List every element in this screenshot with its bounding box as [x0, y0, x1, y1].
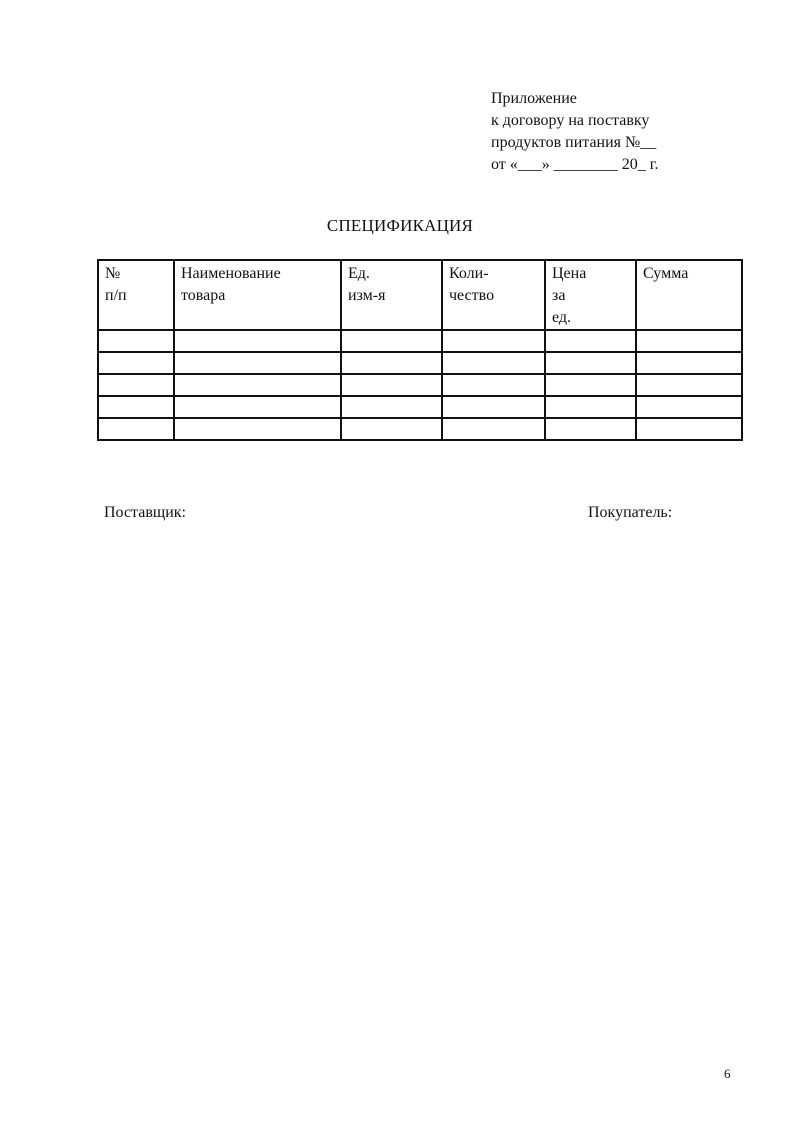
appendix-header: [491, 88, 659, 176]
table-row: [98, 418, 742, 440]
table-cell[interactable]: [442, 352, 545, 374]
header-quantity-line: чество: [449, 287, 495, 304]
table-cell[interactable]: [341, 330, 442, 352]
table-row: [98, 374, 742, 396]
header-quantity: [442, 260, 545, 330]
table-cell[interactable]: [636, 330, 742, 352]
buyer-signature-label: Покупатель:: [588, 504, 673, 521]
header-unit-price-line: за: [552, 287, 566, 304]
header-total-line: Сумма: [643, 265, 689, 282]
table-cell[interactable]: [174, 374, 341, 396]
table-header-row: [98, 260, 742, 330]
specification-table: [97, 259, 743, 441]
table-cell[interactable]: [545, 352, 636, 374]
table-cell[interactable]: [442, 374, 545, 396]
document-title: СПЕЦИФИКАЦИЯ: [326, 216, 474, 235]
table-cell[interactable]: [545, 330, 636, 352]
appendix-line: от «___» ________ 20_ г.: [491, 156, 659, 173]
appendix-line: продуктов питания №__: [491, 134, 657, 151]
table-cell[interactable]: [442, 330, 545, 352]
table-row: [98, 352, 742, 374]
table-cell[interactable]: [545, 374, 636, 396]
table-cell[interactable]: [174, 396, 341, 418]
header-unit-price-line: ед.: [552, 309, 572, 326]
table-cell[interactable]: [98, 352, 174, 374]
header-number: [98, 260, 174, 330]
page-number: 6: [724, 1066, 731, 1081]
table-cell[interactable]: [545, 418, 636, 440]
table-cell[interactable]: [341, 418, 442, 440]
table-cell[interactable]: [442, 418, 545, 440]
table-cell[interactable]: [636, 374, 742, 396]
table-cell[interactable]: [442, 396, 545, 418]
table-cell[interactable]: [98, 374, 174, 396]
table-cell[interactable]: [174, 330, 341, 352]
header-total: [636, 260, 742, 330]
header-product-name-line: товара: [181, 287, 226, 304]
table-cell[interactable]: [174, 418, 341, 440]
table-cell[interactable]: [174, 352, 341, 374]
table-cell[interactable]: [341, 396, 442, 418]
header-unit: [341, 260, 442, 330]
header-number-line: №: [105, 265, 121, 282]
header-number-line: п/п: [105, 287, 127, 304]
header-product-name: [174, 260, 341, 330]
table-row: [98, 396, 742, 418]
supplier-signature-label: Поставщик:: [104, 504, 186, 521]
table-cell[interactable]: [545, 396, 636, 418]
table-row: [98, 330, 742, 352]
table-cell[interactable]: [341, 352, 442, 374]
table-cell[interactable]: [341, 374, 442, 396]
header-unit-price-line: Цена: [552, 265, 587, 282]
table-cell[interactable]: [636, 352, 742, 374]
header-product-name-line: Наименование: [181, 265, 281, 282]
table-cell[interactable]: [98, 418, 174, 440]
header-unit-line: изм-я: [348, 287, 386, 304]
appendix-line: к договору на поставку: [491, 112, 650, 129]
table-cell[interactable]: [636, 418, 742, 440]
appendix-line: Приложение: [491, 90, 577, 107]
table-cell[interactable]: [98, 396, 174, 418]
header-unit-line: Ед.: [348, 265, 370, 282]
table-cell[interactable]: [636, 396, 742, 418]
header-unit-price: [545, 260, 636, 330]
table-cell[interactable]: [98, 330, 174, 352]
header-quantity-line: Коли-: [449, 265, 489, 282]
